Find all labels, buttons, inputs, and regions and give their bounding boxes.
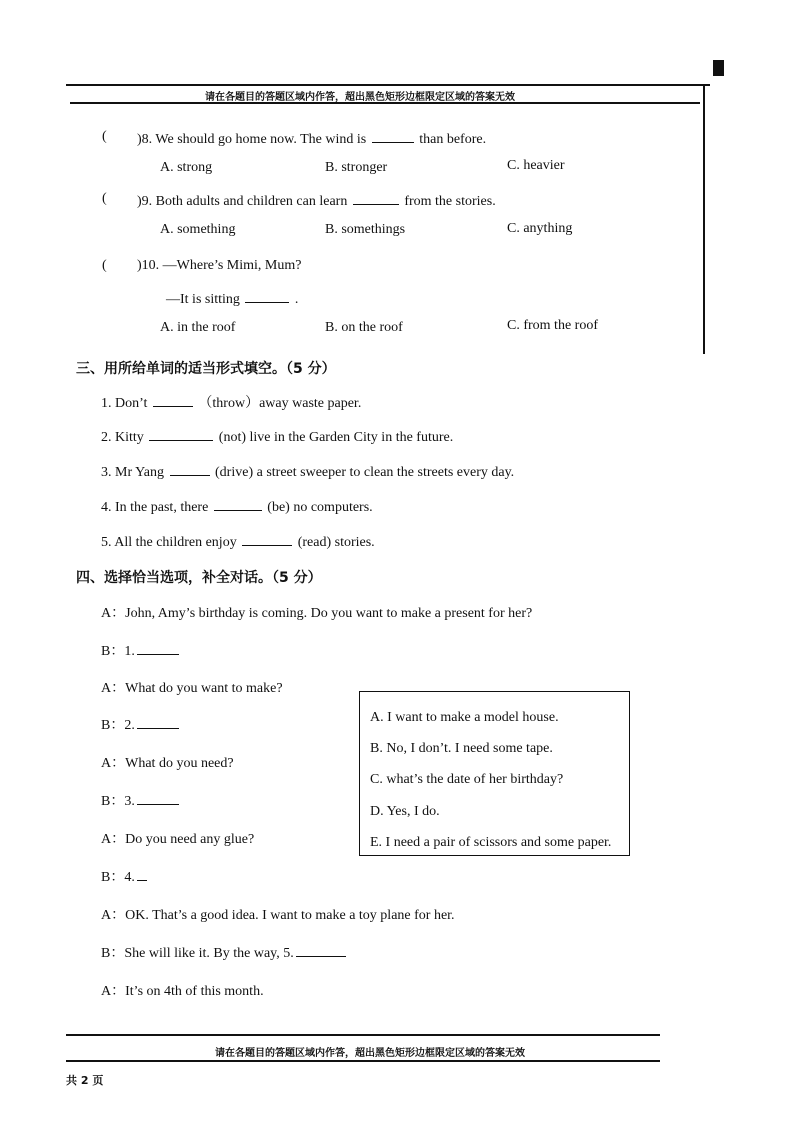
dialogue-option-c[interactable]: C. what’s the date of her birthday?	[370, 772, 564, 787]
q8-option-b[interactable]: B. stronger	[325, 160, 388, 175]
q10-line2	[166, 289, 298, 308]
dialogue-text: 1.	[124, 644, 135, 659]
s3-item-2	[101, 427, 453, 446]
q8-stem	[137, 129, 486, 148]
footer-top-line	[66, 1034, 660, 1036]
q9-blank[interactable]	[353, 191, 399, 205]
dialogue-speaker: A：	[101, 984, 126, 999]
dialogue-speaker: B：	[101, 946, 125, 961]
dialogue-line-1	[101, 602, 532, 622]
section4-title: 四、选择恰当选项，补全对话。（5 分）	[76, 570, 322, 586]
dialogue-text: 2.	[124, 718, 135, 733]
dialogue-option-d[interactable]: D. Yes, I do.	[370, 804, 440, 819]
s3-item-5-post: (read) stories.	[297, 535, 375, 550]
s3-item-3-pre: 3. Mr Yang	[101, 465, 165, 480]
s3-item-1-post: （throw）away waste paper.	[198, 396, 362, 411]
q8-stem-text: )8. We should go home now. The wind is	[137, 132, 367, 147]
q9-after-blank: from the stories.	[404, 194, 496, 209]
section3-title: 三、用所给单词的适当形式填空。（5 分）	[76, 361, 336, 377]
q9-option-b[interactable]: B. somethings	[325, 222, 406, 237]
q10-option-a[interactable]: A. in the roof	[160, 320, 236, 335]
q10-option-b[interactable]: B. on the roof	[325, 320, 403, 335]
dialogue-speaker: A：	[101, 681, 126, 696]
s3-item-4-pre: 4. In the past, there	[101, 500, 209, 515]
q9-option-c[interactable]: C. anything	[507, 221, 573, 236]
header-top-line	[66, 84, 702, 86]
s3-item-1-pre: 1. Don’t	[101, 396, 148, 411]
dialogue-option-a[interactable]: A. I want to make a model house.	[370, 710, 559, 725]
s3-item-2-post: (not) live in the Garden City in the future.	[218, 430, 454, 445]
q10-blank[interactable]	[245, 289, 289, 303]
s3-item-1	[101, 392, 361, 412]
dialogue-speaker: B：	[101, 870, 125, 885]
dialogue-text: 4.	[124, 870, 135, 885]
right-border-curve	[700, 84, 710, 86]
dialogue-line-7	[101, 828, 254, 848]
q8-option-a[interactable]: A. strong	[160, 160, 213, 175]
dialogue-text: What do you want to make?	[125, 681, 283, 696]
s3-item-5-pre: 5. All the children enjoy	[101, 535, 237, 550]
q8-blank[interactable]	[372, 129, 414, 143]
q9-stem-text: )9. Both adults and children can learn	[137, 194, 348, 209]
q9-paren: (	[102, 191, 107, 206]
s3-item-4	[101, 497, 373, 516]
dialogue-line-4	[101, 714, 181, 734]
dialogue-speaker: A：	[101, 606, 126, 621]
q10-option-c[interactable]: C. from the roof	[507, 318, 598, 333]
dialogue-option-e[interactable]: E. I need a pair of scissors and some paper.	[370, 835, 612, 850]
dialogue-text: She will like it. By the way, 5.	[124, 946, 294, 961]
answer-blank-4[interactable]	[137, 867, 147, 881]
dialogue-speaker: A：	[101, 908, 126, 923]
dialogue-text: John, Amy’s birthday is coming. Do you want to make a present for her?	[125, 606, 533, 621]
q10-stem: )10. —Where’s Mimi, Mum?	[137, 258, 302, 273]
dialogue-text: OK. That’s a good idea. I want to make a toy plane for her.	[125, 908, 455, 923]
registration-mark	[713, 60, 724, 76]
header-notice: 请在各题目的答题区域内作答，超出黑色矩形边框限定区域的答案无效	[205, 92, 515, 103]
answer-blank-3[interactable]	[137, 791, 179, 805]
s3-item-2-pre: 2. Kitty	[101, 430, 144, 445]
q10-line2-pre: —It is sitting	[166, 292, 240, 307]
answer-blank-2[interactable]	[137, 715, 179, 729]
q8-option-c[interactable]: C. heavier	[507, 158, 565, 173]
s3-item-2-blank[interactable]	[149, 427, 213, 441]
dialogue-speaker: B：	[101, 794, 125, 809]
dialogue-speaker: B：	[101, 718, 125, 733]
dialogue-text: Do you need any glue?	[125, 832, 255, 847]
dialogue-line-11	[101, 980, 264, 1000]
s3-item-3	[101, 462, 514, 481]
s3-item-5-blank[interactable]	[242, 532, 292, 546]
page-count: 共 2 页	[66, 1074, 104, 1087]
dialogue-line-2	[101, 640, 181, 660]
q9-stem	[137, 191, 496, 210]
dialogue-text: 3.	[124, 794, 135, 809]
q9-option-a[interactable]: A. something	[160, 222, 236, 237]
dialogue-line-9	[101, 904, 455, 924]
footer-notice: 请在各题目的答题区域内作答，超出黑色矩形边框限定区域的答案无效	[215, 1048, 525, 1059]
dialogue-text: What do you need?	[125, 756, 234, 771]
answer-blank-1[interactable]	[137, 641, 179, 655]
dialogue-text: It’s on 4th of this month.	[125, 984, 264, 999]
dialogue-speaker: B：	[101, 644, 125, 659]
dialogue-speaker: A：	[101, 832, 126, 847]
q8-after-blank: than before.	[419, 132, 487, 147]
s3-item-5	[101, 532, 375, 551]
q10-paren: (	[102, 258, 107, 273]
dialogue-option-b[interactable]: B. No, I don’t. I need some tape.	[370, 741, 553, 756]
dialogue-line-5	[101, 752, 234, 772]
s3-item-3-blank[interactable]	[170, 462, 210, 476]
answer-blank-5[interactable]	[296, 943, 346, 957]
s3-item-3-post: (drive) a street sweeper to clean the streets every day.	[215, 465, 515, 480]
q10-line2-post: .	[294, 292, 299, 307]
s3-item-1-blank[interactable]	[153, 393, 193, 407]
right-border-line	[703, 86, 705, 354]
dialogue-speaker: A：	[101, 756, 126, 771]
dialogue-options-box	[359, 691, 630, 856]
footer-bottom-line	[66, 1060, 660, 1062]
dialogue-line-6	[101, 790, 181, 810]
s3-item-4-post: (be) no computers.	[267, 500, 373, 515]
dialogue-line-10	[101, 942, 348, 962]
dialogue-line-8	[101, 866, 149, 886]
q8-paren: (	[102, 129, 107, 144]
dialogue-line-3	[101, 677, 283, 697]
s3-item-4-blank[interactable]	[214, 497, 262, 511]
